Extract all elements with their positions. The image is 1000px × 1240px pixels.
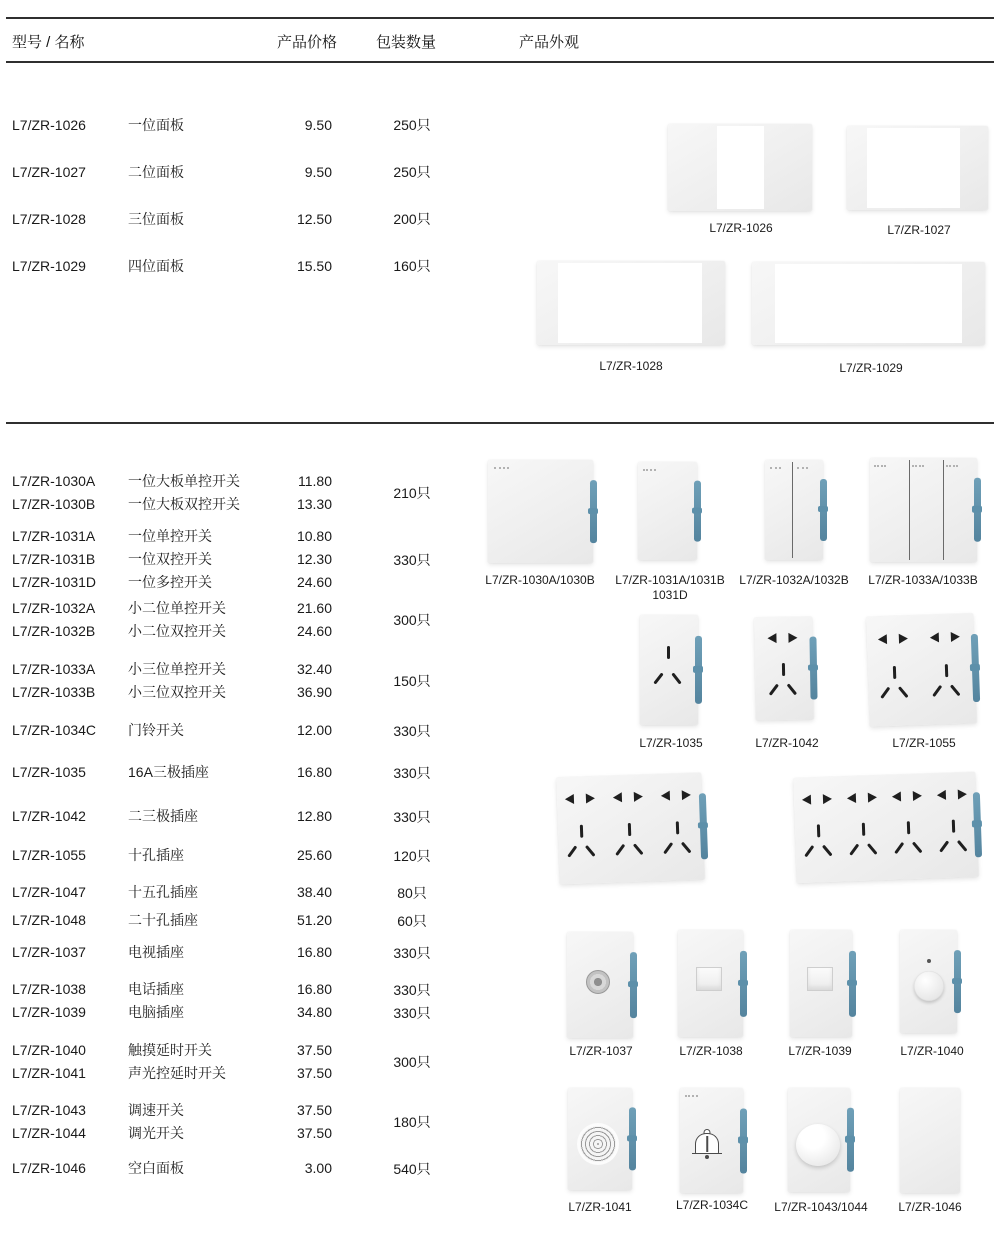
name-cell: 电话插座 <box>128 981 184 997</box>
mounting-clip-icon <box>699 793 708 860</box>
screw-dots-icon <box>946 465 958 467</box>
touch-button-icon <box>914 971 944 1001</box>
name-cell: 调光开关 <box>128 1125 184 1141</box>
product-label: L7/ZR-1055 <box>892 736 956 750</box>
screw-dots-icon <box>643 469 656 471</box>
gang-divider <box>943 460 944 560</box>
price-cell: 32.40 <box>296 661 332 677</box>
wedge-slot-icon <box>899 633 908 643</box>
product-label: L7/ZR-1035 <box>639 736 703 750</box>
product-group <box>0 1001 460 1024</box>
product-label: L7/ZR-1038 <box>679 1044 743 1058</box>
mounting-clip-icon <box>740 950 747 1016</box>
name-cell: 小三位双控开关 <box>128 684 226 700</box>
model-cell: L7/ZR-1039 <box>12 1004 86 1020</box>
price-cell: 3.00 <box>304 1160 332 1176</box>
mounting-clip-icon <box>954 950 961 1014</box>
product-image-wall-plate-2gang <box>847 126 988 210</box>
model-cell: L7/ZR-1046 <box>12 1160 86 1176</box>
model-cell: L7/ZR-1030A <box>12 473 96 489</box>
screw-dots-icon <box>912 465 924 467</box>
earth-slot-icon <box>817 825 820 838</box>
product-group <box>0 1039 460 1085</box>
mounting-clip-icon <box>974 478 981 542</box>
qty-cell: 150只 <box>393 673 431 689</box>
price-cell: 16.80 <box>296 981 332 997</box>
flat-slot-icon <box>880 687 890 699</box>
qty-cell: 330只 <box>393 944 431 961</box>
flat-slot-icon <box>615 844 625 856</box>
price-cell: 13.30 <box>296 496 332 512</box>
product-image-wall-plate-4gang <box>752 262 985 345</box>
socket-face <box>930 772 978 878</box>
name-cell: 一位多控开关 <box>128 574 212 590</box>
qty-cell: 210只 <box>393 485 431 501</box>
socket-face <box>654 773 702 881</box>
earth-slot-icon <box>952 820 955 833</box>
name-cell: 一位单控开关 <box>128 528 212 544</box>
price-cell: 34.80 <box>296 1004 332 1020</box>
price-cell: 24.60 <box>296 623 332 639</box>
mounting-clip-icon <box>630 952 637 1018</box>
model-cell: L7/ZR-1041 <box>12 1065 86 1081</box>
bell-icon <box>692 1129 722 1161</box>
wedge-slot-icon <box>878 634 887 644</box>
header-qty: 包装数量 <box>376 34 437 51</box>
flat-slot-icon <box>849 844 859 856</box>
earth-slot-icon <box>893 665 896 678</box>
wedge-slot-icon <box>634 792 643 802</box>
qty-cell: 160只 <box>393 258 431 274</box>
plate-window <box>717 126 765 210</box>
earth-slot-icon <box>676 821 679 834</box>
price-cell: 24.60 <box>296 574 332 590</box>
product-group <box>0 597 460 643</box>
gang-divider <box>909 460 910 560</box>
wedge-slot-icon <box>823 794 832 804</box>
coax-connector-icon <box>586 970 610 994</box>
name-cell: 二十孔插座 <box>128 912 198 928</box>
name-cell: 一位大板单控开关 <box>128 473 240 489</box>
flat-slot-icon <box>822 845 833 857</box>
name-cell: 声光控延时开关 <box>128 1065 226 1081</box>
name-cell: 三位面板 <box>128 211 184 227</box>
price-cell: 25.60 <box>296 847 332 863</box>
model-cell: L7/ZR-1029 <box>12 258 86 274</box>
wedge-slot-icon <box>661 791 670 801</box>
table-row <box>0 149 460 196</box>
product-label: L7/ZR-1032A/1032B <box>739 573 849 587</box>
plate-window <box>775 264 961 344</box>
earth-slot-icon <box>945 664 948 677</box>
header-appearance: 产品外观 <box>519 34 580 51</box>
model-cell: L7/ZR-1027 <box>12 164 86 180</box>
price-cell: 38.40 <box>296 884 332 900</box>
wedge-slot-icon <box>937 790 946 800</box>
product-label: L7/ZR-1043/1044 <box>774 1200 868 1214</box>
qty-cell: 120只 <box>393 847 431 864</box>
name-cell: 十孔插座 <box>128 847 184 863</box>
qty-cell: 300只 <box>393 612 431 628</box>
header-model-name: 型号 / 名称 <box>12 34 85 51</box>
model-cell: L7/ZR-1031B <box>12 551 96 567</box>
earth-slot-icon <box>628 823 631 836</box>
mounting-clip-icon <box>971 634 980 702</box>
product-group <box>0 719 460 742</box>
wedge-slot-icon <box>613 792 622 802</box>
product-group <box>0 978 460 1001</box>
flat-slot-icon <box>932 685 942 697</box>
screw-dots-icon <box>494 467 509 469</box>
flat-slot-icon <box>681 842 692 854</box>
price-cell: 12.00 <box>296 722 332 738</box>
divider <box>6 17 994 19</box>
product-group <box>0 881 460 904</box>
product-label: L7/ZR-1028 <box>599 359 663 373</box>
model-cell: L7/ZR-1032A <box>12 600 96 616</box>
price-cell: 37.50 <box>296 1125 332 1141</box>
socket-face <box>871 615 919 726</box>
product-group <box>0 1099 460 1145</box>
mounting-clip-icon <box>820 479 827 541</box>
flat-slot-icon <box>912 842 923 854</box>
name-cell: 小二位双控开关 <box>128 623 226 639</box>
product-image-switch-3gang <box>870 458 977 562</box>
flat-slot-icon <box>898 687 909 699</box>
product-label: L7/ZR-1042 <box>755 736 819 750</box>
wedge-slot-icon <box>788 633 797 643</box>
product-group <box>0 525 460 594</box>
model-cell: L7/ZR-1042 <box>12 808 86 824</box>
plate-window <box>558 263 703 344</box>
flat-slot-icon <box>787 683 798 695</box>
price-cell: 12.30 <box>296 551 332 567</box>
name-cell: 一位面板 <box>128 117 184 133</box>
name-cell: 电视插座 <box>128 944 184 960</box>
mounting-clip-icon <box>849 950 856 1016</box>
price-cell: 16.80 <box>296 944 332 960</box>
product-label: L7/ZR-1033A/1033B <box>868 573 978 587</box>
product-image-socket-15hole <box>556 773 705 885</box>
qty-cell: 540只 <box>393 1160 431 1177</box>
mounting-clip-icon <box>847 1108 854 1172</box>
screw-dots-icon <box>770 467 781 469</box>
socket-face <box>795 777 843 883</box>
name-cell: 触摸延时开关 <box>128 1042 212 1058</box>
price-cell: 15.50 <box>296 258 332 274</box>
product-label: L7/ZR-1041 <box>568 1200 632 1214</box>
price-cell: 9.50 <box>304 117 332 133</box>
qty-cell: 330只 <box>393 981 431 998</box>
product-group <box>0 658 460 704</box>
price-cell: 21.60 <box>296 600 332 616</box>
wedge-slot-icon <box>682 790 691 800</box>
product-image-socket-20hole <box>793 772 979 883</box>
socket-face <box>558 776 606 884</box>
qty-cell: 250只 <box>393 164 431 180</box>
product-image-socket-10hole <box>866 613 977 727</box>
plate-window <box>867 128 960 209</box>
model-cell: L7/ZR-1040 <box>12 1042 86 1058</box>
product-group <box>0 909 460 932</box>
model-cell: L7/ZR-1034C <box>12 722 97 738</box>
price-cell: 12.50 <box>296 211 332 227</box>
earth-slot-icon <box>862 823 865 836</box>
wedge-slot-icon <box>930 632 939 642</box>
wedge-slot-icon <box>951 631 960 641</box>
header-price: 产品价格 <box>277 34 338 51</box>
product-group <box>0 761 460 784</box>
mounting-clip-icon <box>694 481 701 542</box>
price-cell: 36.90 <box>296 684 332 700</box>
product-image-switch-large-1gang <box>488 460 593 563</box>
model-cell: L7/ZR-1032B <box>12 623 96 639</box>
name-cell: 四位面板 <box>128 258 184 274</box>
socket-face <box>840 775 888 881</box>
mounting-clip-icon <box>973 792 982 857</box>
model-cell: L7/ZR-1047 <box>12 884 86 900</box>
table-row <box>0 102 460 149</box>
product-label: L7/ZR-1046 <box>898 1200 962 1214</box>
qty-cell: 330只 <box>393 551 431 568</box>
flat-slot-icon <box>769 683 779 695</box>
product-label: L7/ZR-1026 <box>709 221 773 235</box>
qty-cell: 330只 <box>393 1004 431 1021</box>
model-cell: L7/ZR-1026 <box>12 117 86 133</box>
qty-cell: 330只 <box>393 764 431 781</box>
product-label: L7/ZR-1031A/1031B <box>615 573 725 587</box>
name-cell: 一位大板双控开关 <box>128 496 240 512</box>
price-cell: 37.50 <box>296 1102 332 1118</box>
gang-divider <box>792 462 793 558</box>
qty-cell: 180只 <box>393 1114 431 1130</box>
product-image-doorbell-switch <box>680 1088 743 1193</box>
wedge-slot-icon <box>892 791 901 801</box>
table-row <box>0 243 460 290</box>
product-image-wall-plate-1gang <box>668 124 812 211</box>
product-group <box>0 805 460 828</box>
flat-slot-icon <box>957 840 968 852</box>
flat-slot-icon <box>894 842 904 854</box>
price-cell: 10.80 <box>296 528 332 544</box>
flat-slot-icon <box>663 843 673 855</box>
product-image-wall-plate-3gang <box>537 261 725 345</box>
mounting-clip-icon <box>809 636 817 700</box>
name-cell: 调速开关 <box>128 1102 184 1118</box>
wedge-slot-icon <box>958 789 967 799</box>
model-cell: L7/ZR-1038 <box>12 981 86 997</box>
qty-cell: 250只 <box>393 117 431 133</box>
table-row <box>0 196 460 243</box>
qty-cell: 300只 <box>393 1054 431 1070</box>
model-cell: L7/ZR-1048 <box>12 912 86 928</box>
qty-cell: 330只 <box>393 722 431 739</box>
product-label: L7/ZR-1030A/1030B <box>485 573 595 587</box>
wedge-slot-icon <box>913 791 922 801</box>
model-cell: L7/ZR-1037 <box>12 944 86 960</box>
flat-slot-icon <box>567 846 577 858</box>
name-cell: 门铃开关 <box>128 722 184 738</box>
wedge-slot-icon <box>586 793 595 803</box>
price-cell: 37.50 <box>296 1042 332 1058</box>
product-label: L7/ZR-1040 <box>900 1044 964 1058</box>
qty-cell: 330只 <box>393 808 431 825</box>
flat-slot-icon <box>867 843 878 855</box>
socket-face <box>761 617 807 721</box>
product-label: L7/ZR-1037 <box>569 1044 633 1058</box>
rotary-knob-icon <box>796 1124 840 1166</box>
name-cell: 16A三极插座 <box>128 764 209 780</box>
product-image-blank-panel <box>900 1088 960 1193</box>
name-cell: 十五孔插座 <box>128 884 198 900</box>
flat-slot-icon <box>804 845 814 857</box>
earth-slot-icon <box>782 663 785 676</box>
product-group <box>0 844 460 867</box>
product-label: L7/ZR-1029 <box>839 361 903 375</box>
product-label: L7/ZR-1039 <box>788 1044 852 1058</box>
product-image-socket-5hole <box>754 617 814 721</box>
price-cell: 12.80 <box>296 808 332 824</box>
product-image-switch-2gang <box>765 460 823 560</box>
name-cell: 空白面板 <box>128 1160 184 1176</box>
socket-face <box>647 615 691 725</box>
model-cell: L7/ZR-1030B <box>12 496 96 512</box>
wedge-slot-icon <box>868 792 877 802</box>
model-cell: L7/ZR-1033B <box>12 684 96 700</box>
product-image-sound-light-delay-switch <box>568 1088 632 1190</box>
wedge-slot-icon <box>767 634 776 644</box>
mounting-clip-icon <box>629 1107 636 1170</box>
modular-jack-icon <box>807 967 833 991</box>
product-image-tv-socket <box>567 932 633 1038</box>
flat-slot-icon <box>939 841 949 853</box>
name-cell: 二三极插座 <box>128 808 198 824</box>
socket-face <box>606 774 654 882</box>
wedge-slot-icon <box>847 793 856 803</box>
flat-slot-icon <box>950 685 961 697</box>
price-cell: 51.20 <box>296 912 332 928</box>
product-image-dimmer-speed-switch <box>788 1088 850 1192</box>
qty-cell: 80只 <box>397 884 427 901</box>
name-cell: 二位面板 <box>128 164 184 180</box>
product-label: 1031D <box>652 588 688 602</box>
product-image-socket-16a-3pin <box>640 615 698 725</box>
wedge-slot-icon <box>802 794 811 804</box>
name-cell: 小二位单控开关 <box>128 600 226 616</box>
mounting-clip-icon <box>740 1108 747 1173</box>
product-group <box>0 941 460 964</box>
earth-slot-icon <box>580 825 583 838</box>
flat-slot-icon <box>653 673 663 685</box>
screw-dots-icon <box>685 1095 698 1097</box>
model-cell: L7/ZR-1031D <box>12 574 97 590</box>
product-image-touch-delay-switch <box>900 930 957 1033</box>
name-cell: 一位双控开关 <box>128 551 212 567</box>
speaker-grille-icon <box>580 1126 616 1162</box>
model-cell: L7/ZR-1043 <box>12 1102 86 1118</box>
flat-slot-icon <box>633 844 644 856</box>
model-cell: L7/ZR-1033A <box>12 661 96 677</box>
indicator-led-icon <box>927 959 931 963</box>
model-cell: L7/ZR-1035 <box>12 764 86 780</box>
name-cell: 小三位单控开关 <box>128 661 226 677</box>
price-cell: 11.80 <box>298 473 332 489</box>
name-cell: 电脑插座 <box>128 1004 184 1020</box>
model-cell: L7/ZR-1055 <box>12 847 86 863</box>
flat-slot-icon <box>585 845 596 857</box>
modular-jack-icon <box>696 967 722 991</box>
qty-cell: 60只 <box>397 912 427 929</box>
earth-slot-icon <box>907 821 910 834</box>
wedge-slot-icon <box>565 794 574 804</box>
product-group <box>0 470 460 516</box>
price-cell: 37.50 <box>296 1065 332 1081</box>
model-cell: L7/ZR-1028 <box>12 211 86 227</box>
screw-dots-icon <box>797 467 808 469</box>
qty-cell: 200只 <box>393 211 431 227</box>
flat-slot-icon <box>671 673 681 685</box>
price-cell: 16.80 <box>296 764 332 780</box>
divider <box>6 61 994 63</box>
mounting-clip-icon <box>695 636 702 704</box>
product-image-computer-socket <box>790 930 852 1037</box>
mounting-clip-icon <box>590 480 597 544</box>
section-divider <box>6 422 994 424</box>
product-label: L7/ZR-1027 <box>887 223 951 237</box>
product-image-phone-socket <box>678 930 743 1037</box>
socket-face <box>923 613 971 724</box>
earth-slot-icon <box>667 646 670 659</box>
model-cell: L7/ZR-1031A <box>12 528 96 544</box>
price-cell: 9.50 <box>304 164 332 180</box>
screw-dots-icon <box>874 465 886 467</box>
product-image-switch-1gang <box>638 462 697 560</box>
model-cell: L7/ZR-1044 <box>12 1125 86 1141</box>
product-label: L7/ZR-1034C <box>675 1198 749 1212</box>
socket-face <box>885 773 933 879</box>
product-group <box>0 1157 460 1180</box>
